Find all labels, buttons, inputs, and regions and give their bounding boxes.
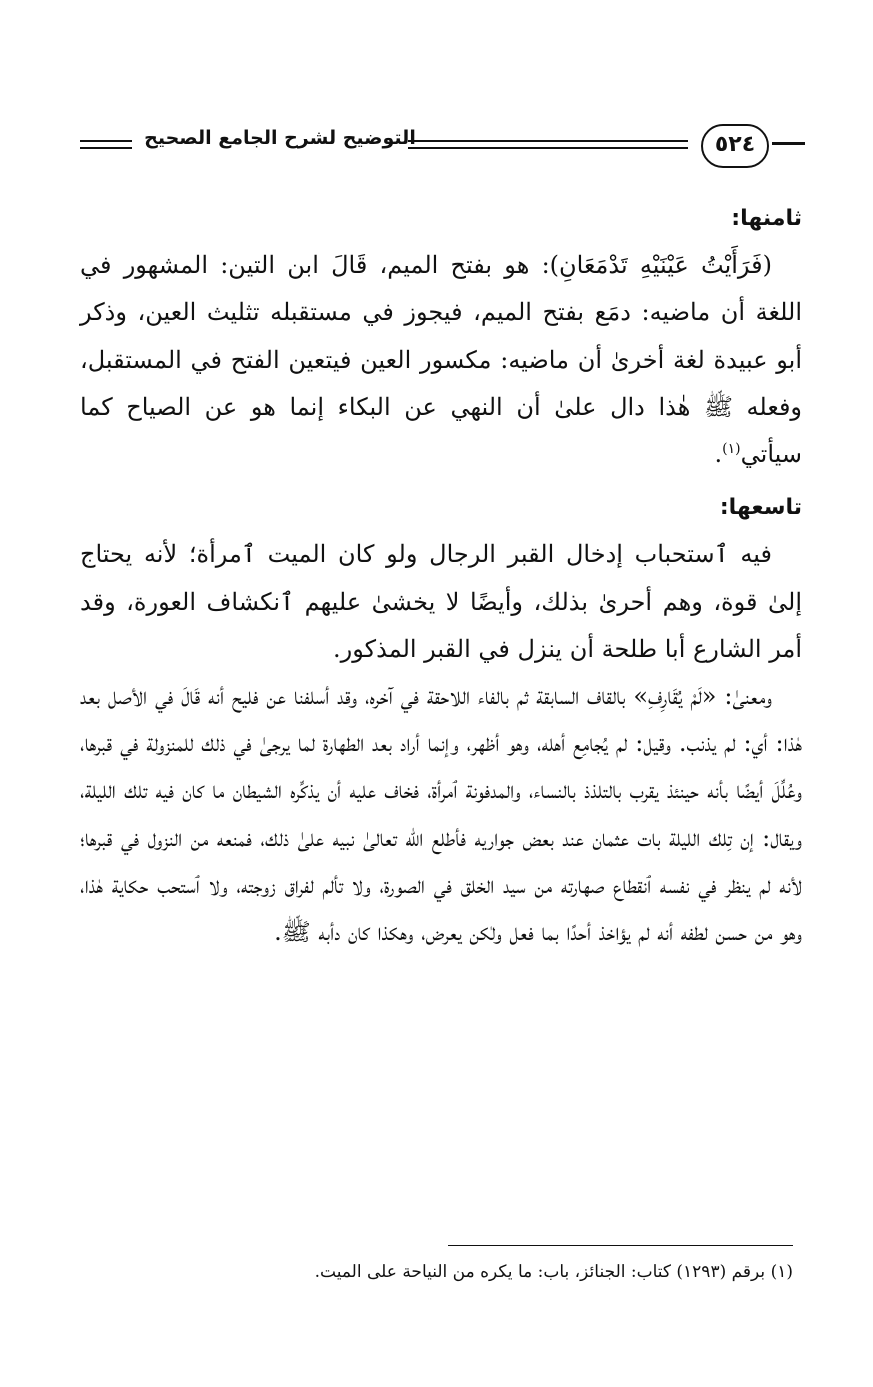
header-rule-right [772, 142, 805, 145]
header-rule-left-bottom [80, 147, 132, 149]
section-heading: تاسعها: [719, 495, 802, 521]
footnote-reference: (١) [722, 441, 741, 458]
page-number: ٥٢٤ [701, 124, 769, 168]
footnote-number: (١) [770, 1262, 793, 1282]
footnote-separator [448, 1245, 793, 1246]
page-header [80, 122, 805, 172]
section-heading: ثامنها: [731, 206, 802, 231]
paragraph-text: (فَرَأَيْتُ عَيْنَيْهِ تَدْمَعَانِ): هو بفتح الميم، قَالَ ابن التين: المشهور في اللغة أن ماضيه: دمَع بفتح الميم، فيجوز في مستقبله تثليث العين، وذكر أبو عبيدة لغة أخرىٰ أن ماضيه: مكسور العين فيتعين الفتح في المستقبل، وفعله ﷺ هٰذا دال علىٰ أن النهي عن البكاء إنما هو عن الصياح كما سيأتي [80, 251, 803, 469]
running-title: التوضيح لشرح الجامع الصحيح [144, 127, 416, 149]
header-rule-middle-bottom [408, 147, 688, 149]
paragraph: فيه ٱستحباب إدخال القبر الرجال ولو كان الميت ٱمرأة؛ لأنه يحتاج إلىٰ قوة، وهم أحرىٰ بذلك، وأيضًا لا يخشىٰ عليهم ٱنكشاف العورة، وقد أمر الشارع أبا طلحة أن ينزل في القبر المذكور. [80, 540, 802, 663]
footnote-text: برقم (١٢٩٣) كتاب: الجنائز، باب: ما يكره من النياحة على الميت. [314, 1262, 766, 1282]
header-rule-left-top [80, 140, 132, 142]
paragraph [80, 242, 802, 478]
main-text [80, 195, 802, 956]
footnote [93, 1262, 793, 1282]
sentence-end: . [714, 440, 723, 469]
paragraph: ومعنىٰ: «لَمْ يُقَارِفِ» بالقاف السابقة ثم بالفاء اللاحقة في آخره، وقد أسلفنا عن فليح أنه قَالَ في الأصل بعد هٰذا: أي: لم يذنب. وقيل: لم يُجامِع أهله، وهو أظهر، وإنما أراد بعد الطهارة لما يرجىٰ في ذلك للمنزولة في قبرها، وعُلِّلَ أيضًا بأنه حينئذ يقرب بالتلذذ بالنساء، والمدفونة ٱمرأة، فخاف عليه أن يذكِّره الشيطان ما كان فيه تلك الليلة، ويقال: إن تِلك الليلة بات عثمان عند بعض جواريه فأطلع الله تعالىٰ نبيه علىٰ ذلك، فمنعه من النزول في قبرها؛ لأنه لم ينظر في نفسه ٱنقطاع صهارته من سيد الخلق في الصورة، ولا تألم لفراق زوجته، ولا ٱستحب حكاية هٰذا، وهو من حسن لطفه أنه لم يؤاخذ أحدًا بما فعل ولٰكن يعرض، وهكذا كان دأبه ﷺ. [80, 682, 802, 947]
header-rule-middle-top [408, 140, 688, 142]
